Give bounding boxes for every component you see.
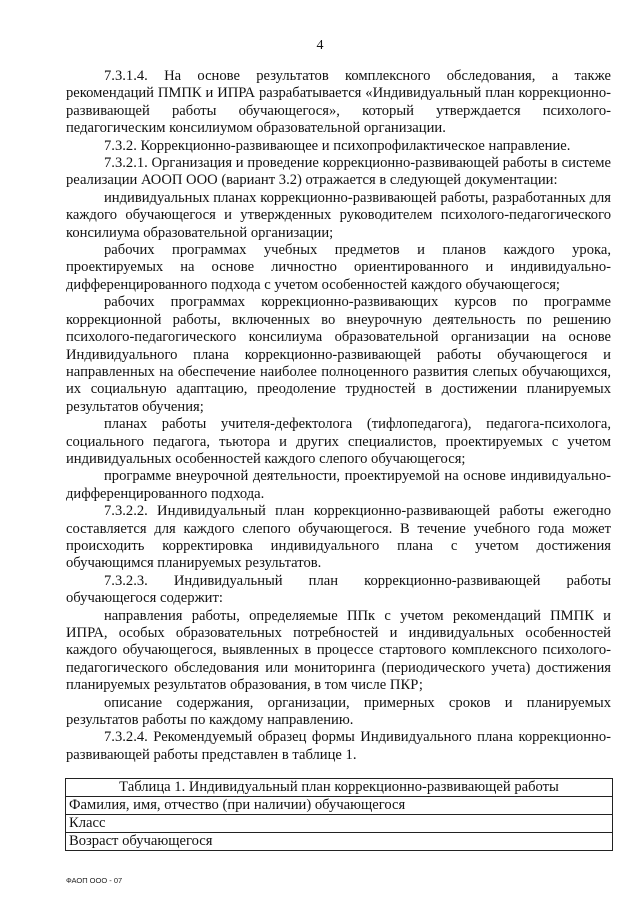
paragraph: 7.3.2.1. Организация и проведение коррекционно-развивающей работы в системе реализации АООП ООО (вариант 3.2) отражается в следующей документации: (66, 155, 611, 189)
table-caption: Таблица 1. Индивидуальный план коррекционно-развивающей работы (66, 779, 613, 797)
paragraph: 7.3.1.4. На основе результатов комплексного обследования, а также рекомендаций ПМПК и ИПРА разрабатывается «Индивидуальный план коррекционно-развивающей работы обучающегося», который утверждается психолого-педагогическим консилиумом образовательной организации. (66, 68, 611, 137)
paragraph: направления работы, определяемые ППк с учетом рекомендаций ПМПК и ИПРА, особых образовательных потребностей и индивидуальных особенностей каждого обучающегося, выявленных в процессе стартового комплексного психолого-педагогического обследования или мониторинга (периодического учета) достижения планируемых результатов образования, в том числе ПКР; (66, 607, 611, 694)
individual-plan-table (65, 778, 613, 851)
paragraph: 7.3.2.2. Индивидуальный план коррекционно-развивающей работы ежегодно составляется для каждого слепого обучающегося. В течение учебного года может происходить корректировка индивидуального плана с учетом достижения обучающимся планируемых результатов. (66, 503, 611, 572)
table-row (66, 815, 613, 833)
paragraph: 7.3.2.3. Индивидуальный план коррекционно-развивающей работы обучающегося содержит: (66, 572, 611, 607)
table-row (66, 833, 613, 851)
table-caption-row (66, 779, 613, 797)
paragraph: программе внеурочной деятельности, проектируемой на основе индивидуально-дифференцированного подхода. (66, 468, 611, 502)
page-number: 4 (316, 38, 324, 53)
paragraph: индивидуальных планах коррекционно-развивающей работы, разработанных для каждого обучающегося и утвержденных руководителем психолого-педагогического консилиума образовательной организации; (66, 189, 611, 241)
paragraph: планах работы учителя-дефектолога (тифлопедагога), педагога-психолога, социального педагога, тьютора и других специалистов, проектируемых с учетом индивидуальных особенностей каждого слепого обучающегося; (66, 416, 611, 467)
paragraph: 7.3.2.4. Рекомендуемый образец формы Индивидуального плана коррекционно-развивающей работы представлен в таблице 1. (66, 729, 611, 763)
paragraph: рабочих программах учебных предметов и планов каждого урока, проектируемых на основе личностно ориентированного и индивидуально-дифференцированного подхода с учетом особенностей каждого обучающегося; (66, 242, 611, 293)
table-cell: Фамилия, имя, отчество (при наличии) обучающегося (66, 797, 613, 815)
table-cell: Возраст обучающегося (66, 833, 613, 851)
paragraph: описание содержания, организации, примерных сроков и планируемых результатов работы по каждому направлению. (66, 694, 611, 729)
paragraph: 7.3.2. Коррекционно-развивающее и психопрофилактическое направление. (104, 137, 571, 154)
table-row (66, 797, 613, 815)
body-text (66, 68, 611, 764)
table-cell: Класс (66, 815, 613, 833)
paragraph: рабочих программах коррекционно-развивающих курсов по программе коррекционной работы, включенных во внеурочную деятельность по решению психолого-педагогического консилиума образовательной организации на основе Индивидуального плана коррекционно-развивающей работы обучающегося и направленных на обеспечение наиболее полноценного развития слепых обучающихся, их социальную адаптацию, преодоление трудностей в достижении планируемых результатов обучения; (66, 294, 611, 415)
page-footer: ФАОП ООО - 07 (66, 876, 123, 885)
